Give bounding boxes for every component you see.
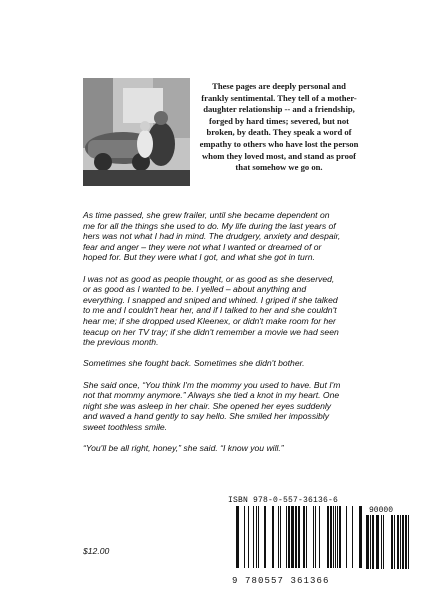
barcode bbox=[236, 506, 362, 568]
ean-digits: 9 780557 361366 bbox=[232, 576, 330, 586]
excerpt-paragraph: As time passed, she grew frailer, until she became dependent on me for all the things she used to do. My life during the last years of hers was not what I had in mind. The drudgery, anxiety and despair, fear and anger – they were not what I wanted or dreamed of or hoped for. But they were what I got, and what she got in turn. bbox=[83, 210, 341, 263]
price-label: $12.00 bbox=[83, 546, 110, 556]
barcode-addon bbox=[366, 515, 412, 569]
isbn-addon-label: 90000 bbox=[369, 506, 394, 515]
cover-photo bbox=[83, 78, 190, 186]
excerpt-paragraph: Sometimes she fought back. Sometimes she didn't bother. bbox=[83, 358, 305, 369]
excerpt-paragraph: She said once, “You think I'm the mommy you used to have. But I'm not that mommy anymore.” Always she tied a knot in my heart. One night she was asleep in her chair. She opened her eyes suddenly and waved a hand gently to say hello. She smiled her impossibly sweet toothless smile. bbox=[83, 379, 341, 432]
excerpt-text bbox=[83, 210, 343, 464]
excerpt-paragraph: I was not as good as people thought, or as good as she deserved, or as good as I wanted to be. I yelled – about anything and everything. I snapped and sniped and whined. I griped if she talked to me and I couldn't hear her, and if I talked to her and she couldn't hear me; if she dropped used Kleenex, or didn't make room for her teacup on her TV tray; if she didn't remember a movie we had seen the previous month. bbox=[83, 273, 339, 348]
back-cover-blurb: These pages are deeply personal and frankly sentimental. They tell of a mother-daughter relationship -- and a friendship, forged by hard times; severed, but not broken, by death. They speak a word of empathy to others who have lost the person whom they loved most, and stand as proof that somehow we go on. bbox=[199, 81, 359, 173]
excerpt-paragraph: “You'll be all right, honey,” she said. “I know you will.” bbox=[83, 443, 284, 454]
isbn-label: ISBN 978-0-557-36136-6 bbox=[228, 496, 339, 505]
